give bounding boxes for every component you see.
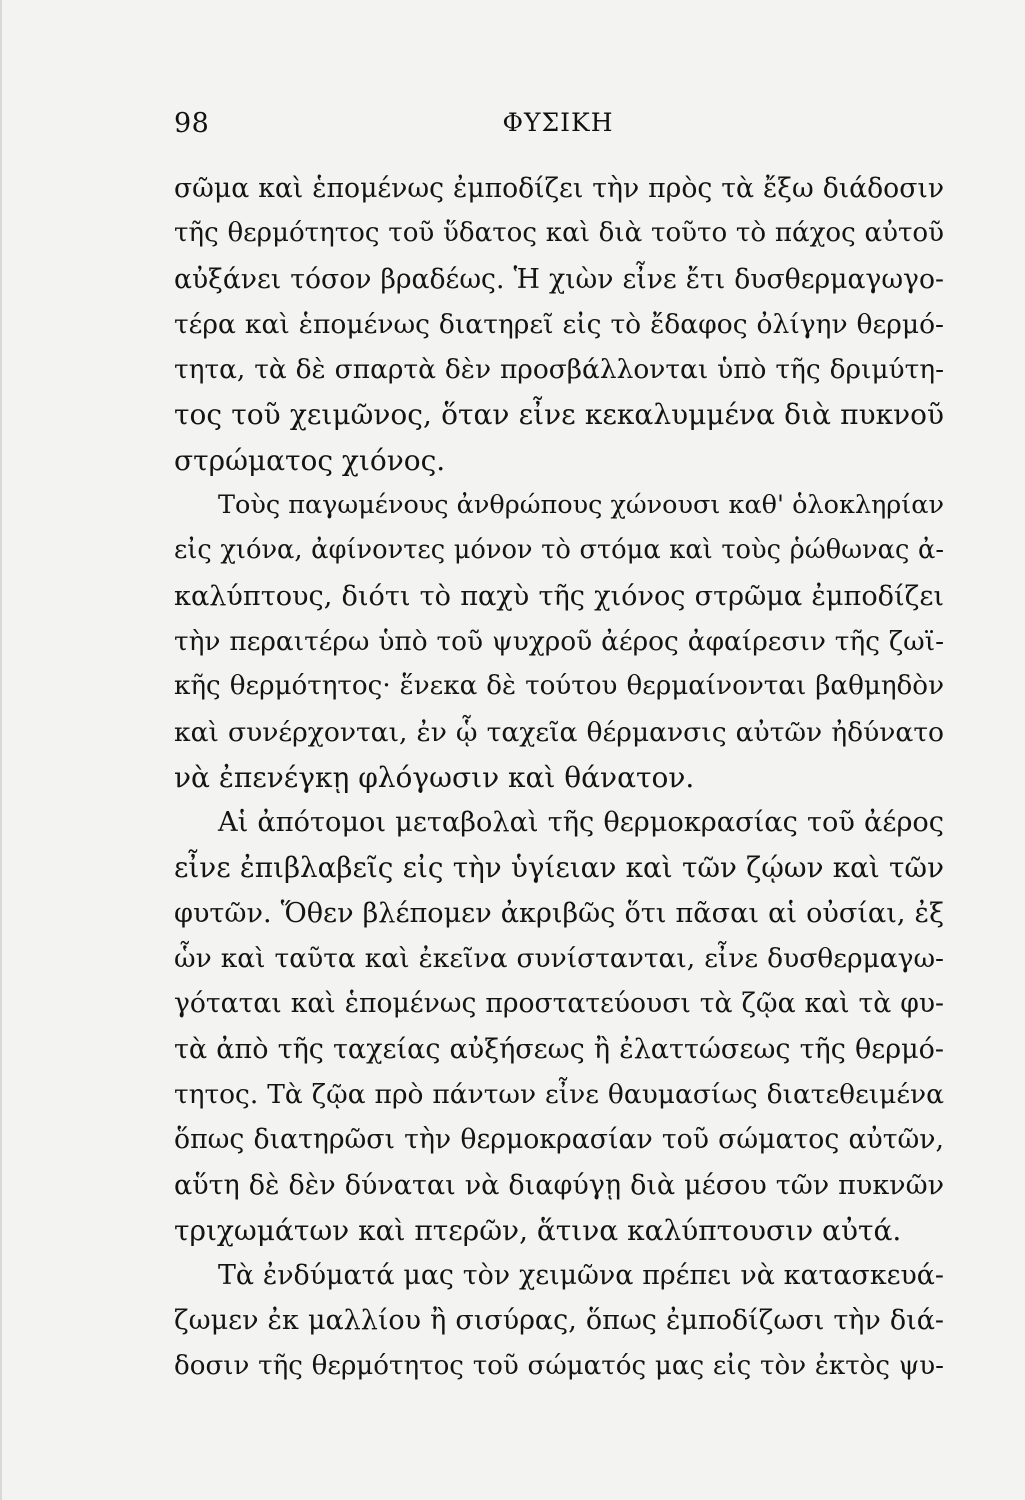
text-line: καλύπτους, διότι τὸ παχὺ τῆς χιόνος στρῶμα ἐμποδίζει [174,580,944,612]
text-line: Τοὺς παγωμένους ἀνθρώπους χώνουσι καθ' ὁλοκληρίαν [218,490,944,521]
paragraph [174,166,944,483]
text-line: φυτῶν. Ὅθεν βλέπομεν ἀκριβῶς ὅτι πᾶσαι αἱ οὐσίαι, ἐξ [174,897,944,929]
text-line: ὅπως διατηρῶσι τὴν θερμοκρασίαν τοῦ σώματος αὐτῶν, [174,1124,944,1156]
text-line: κῆς θερμότητος· ἕνεκα δὲ τούτου θερμαίνονται βαθμηδὸν [174,671,944,702]
page-number: 98 [174,108,210,139]
text-line: αὕτη δὲ δὲν δύναται νὰ διαφύγῃ διὰ μέσου τῶν πυκνῶν [174,1169,944,1201]
text-line: ὧν καὶ ταῦτα καὶ ἐκεῖνα συνίστανται, εἶνε δυσθερμαγω- [174,943,944,975]
paragraph [174,483,944,800]
text-line: Τὰ ἐνδύματά μας τὸν χειμῶνα πρέπει νὰ κατασκευά- [218,1260,944,1292]
text-line: σῶμα καὶ ἑπομένως ἐμποδίζει τὴν πρὸς τὰ ἔξω διάδοσιν [174,173,944,204]
text-line: εἶνε ἐπιβλαβεῖς εἰς τὴν ὑγίειαν καὶ τῶν ζῴων καὶ τῶν [174,851,944,885]
body-text [174,166,944,1389]
text-line: τος τοῦ χειμῶνος, ὅταν εἶνε κεκαλυμμένα διὰ πυκνοῦ [174,398,944,432]
paragraph [174,800,944,1253]
text-line: τητα, τὰ δὲ σπαρτὰ δὲν προσβάλλονται ὑπὸ τῆς δριμύτη- [174,354,944,386]
text-line: νὰ ἐπενέγκῃ φλόγωσιν καὶ θάνατον. [174,760,695,794]
text-line: γόταται καὶ ἑπομένως προστατεύουσι τὰ ζῷα καὶ τὰ φυ- [174,988,944,1020]
page-header [174,108,942,148]
text-line: τῆς θερμότητος τοῦ ὕδατος καὶ διὰ τοῦτο τὸ πάχος αὐτοῦ [174,218,944,249]
text-line: Αἱ ἀπότομοι μεταβολαὶ τῆς θερμοκρασίας τοῦ ἀέρος [218,807,944,839]
text-line: τητος. Τὰ ζῷα πρὸ πάντων εἶνε θαυμασίως διατεθειμένα [174,1078,944,1110]
text-line: τὴν περαιτέρω ὑπὸ τοῦ ψυχροῦ ἀέρος ἀφαίρεσιν τῆς ζωϊ- [174,625,944,657]
text-line: αὐξάνει τόσον βραδέως. Ἡ χιὼν εἶνε ἔτι δυσθερμαγωγο- [174,263,944,295]
text-line: τὰ ἀπὸ τῆς ταχείας αὐξήσεως ἢ ἐλαττώσεως τῆς θερμό- [174,1033,944,1065]
text-line: στρώματος χιόνος. [174,443,446,477]
text-line: δοσιν τῆς θερμότητος τοῦ σώματός μας εἰς τὸν ἐκτὸς ψυ- [174,1350,944,1381]
text-line: καὶ συνέρχονται, ἐν ᾧ ταχεῖα θέρμανσις αὐτῶν ἠδύνατο [174,716,944,748]
text-line: ζωμεν ἐκ μαλλίου ἢ σισύρας, ὅπως ἐμποδίζωσι τὴν διά- [174,1305,944,1337]
text-line: τριχωμάτων καὶ πτερῶν, ἅτινα καλύπτουσιν αὐτά. [174,1213,902,1247]
paragraph [174,1253,944,1389]
running-title: ΦΥΣΙΚΗ [502,108,614,137]
text-line: εἰς χιόνα, ἀφίνοντες μόνον τὸ στόμα καὶ τοὺς ῥώθωνας ἀ- [174,535,944,566]
text-line: τέρα καὶ ἑπομένως διατηρεῖ εἰς τὸ ἔδαφος ὀλίγην θερμό- [174,308,944,340]
